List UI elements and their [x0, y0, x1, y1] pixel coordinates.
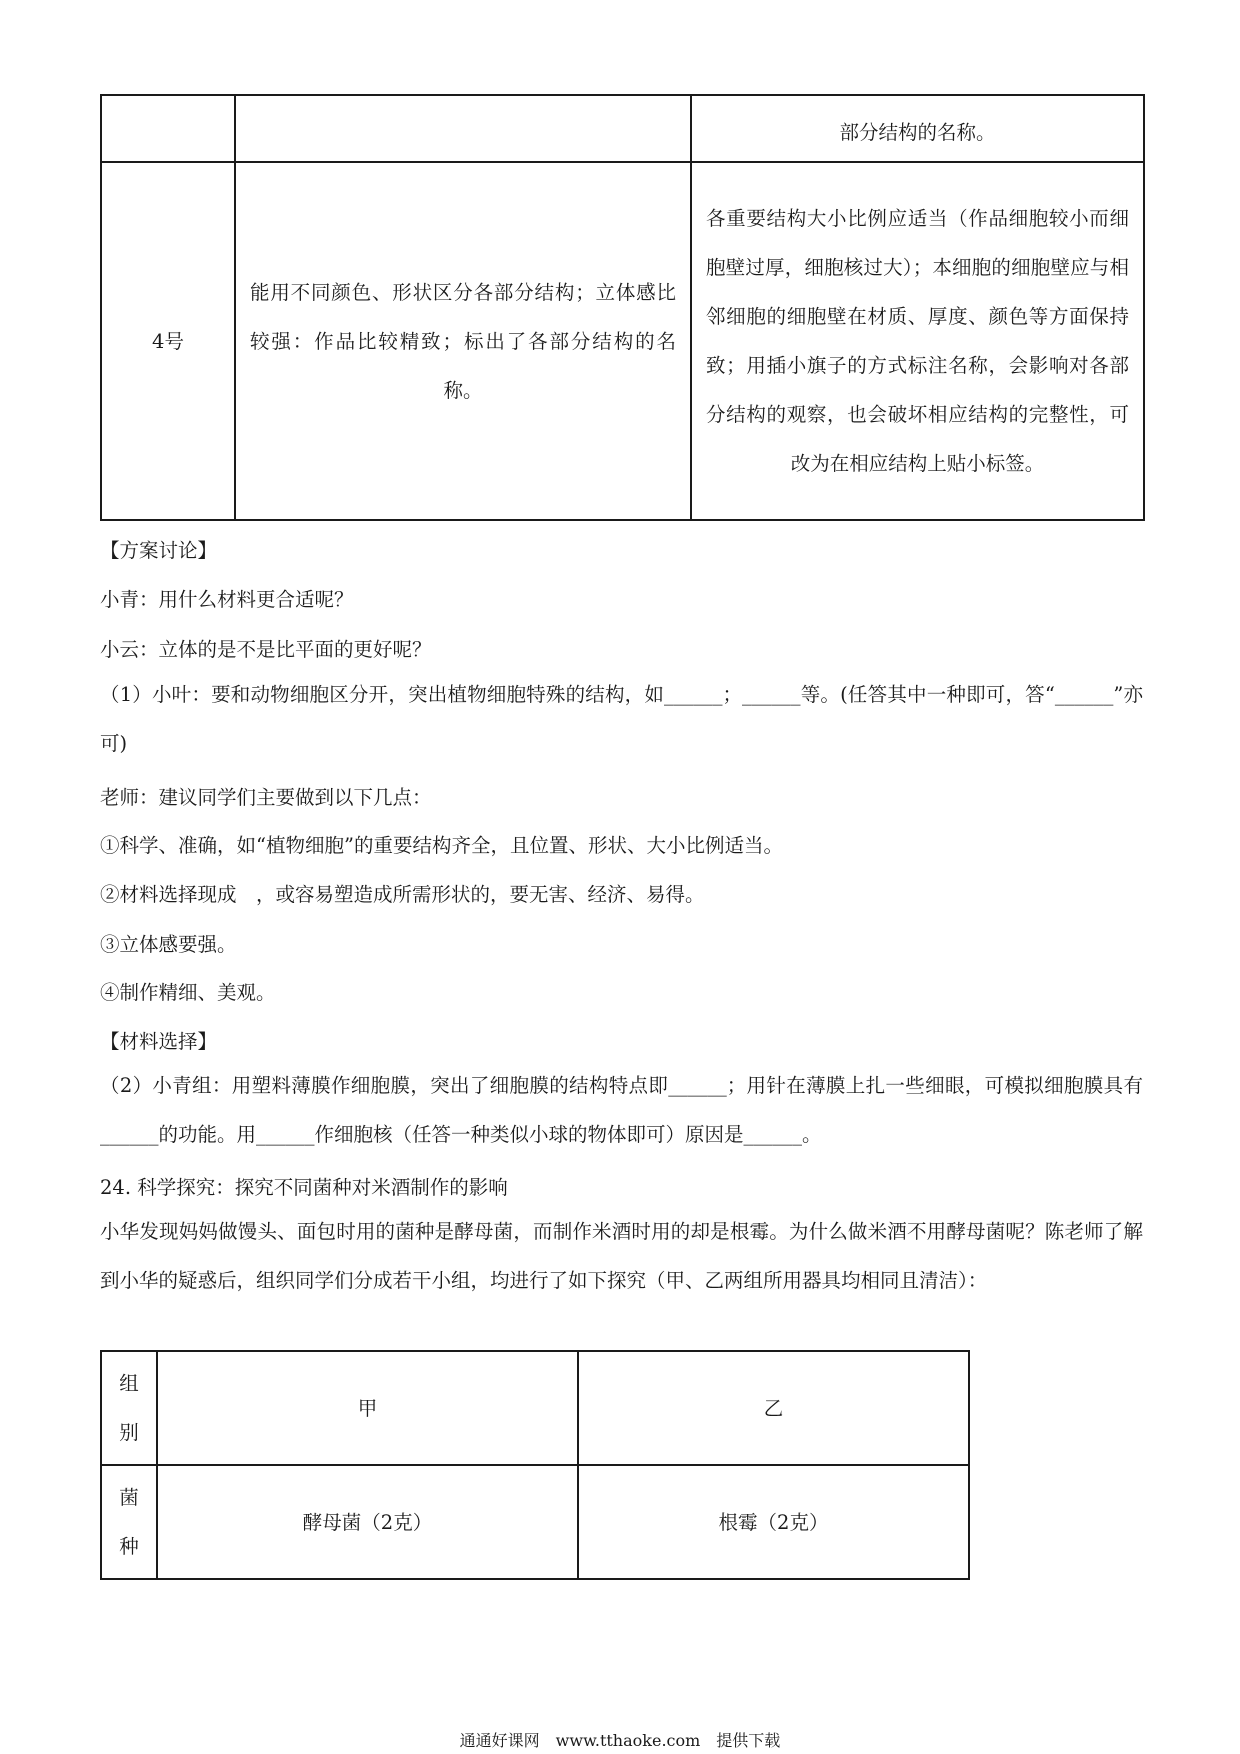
table-row [101, 95, 1144, 162]
teacher-point-1: ①科学、准确，如“植物细胞”的重要结构齐全，且位置、形状、大小比例适当。 [100, 834, 783, 857]
teacher-point-4: ④制作精细、美观。 [100, 981, 276, 1004]
section-heading-material: 【材料选择】 [100, 1030, 218, 1053]
table-row [101, 162, 1144, 520]
work-number-cell: 4号 [101, 162, 235, 520]
table-cell: 菌种 [101, 1465, 157, 1579]
table-row [101, 1465, 969, 1579]
table-cell: 组别 [101, 1351, 157, 1465]
section-heading-discussion: 【方案讨论】 [100, 539, 218, 562]
teacher-point-2: ②材料选择现成 ，或容易塑造成所需形状的，要无害、经济、易得。 [100, 883, 705, 906]
question-1: （1）小叶：要和动物细胞区分开，突出植物细胞特殊的结构，如______；______等。(任答其中一种即可，答“______”亦可) [100, 683, 1143, 755]
strengths-cell: 能用不同颜色、形状区分各部分结构；立体感比较强：作品比较精致；标出了各部分结构的名称。 [235, 162, 691, 520]
question-24-intro: 小华发现妈妈做馒头、面包时用的菌种是酵母菌，而制作米酒时用的却是根霉。为什么做米酒不用酵母菌呢？陈老师了解到小华的疑惑后，组织同学们分成若干小组，均进行了如下探究（甲、乙两组所用器具均相同且清洁）： [100, 1220, 1143, 1292]
evaluation-table [100, 94, 1145, 521]
table-cell: 部分结构的名称。 [691, 95, 1144, 162]
page-footer: 通通好课网 www.tthaoke.com 提供下载 [459, 1731, 781, 1750]
question-2: （2）小青组：用塑料薄膜作细胞膜，突出了细胞膜的结构特点即______；用针在薄膜上扎一些细眼，可模拟细胞膜具有______的功能。用______作细胞核（任答一种类似小球的物体即可）原因是______。 [100, 1074, 1143, 1146]
table-row [101, 1351, 969, 1465]
group-jia-header: 甲 [157, 1351, 578, 1465]
xiaoqing-line: 小青：用什么材料更合适呢？ [100, 588, 354, 611]
teacher-point-3: ③立体感要强。 [100, 933, 237, 956]
experiment-table [100, 1350, 970, 1580]
xiaoyun-line: 小云：立体的是不是比平面的更好呢？ [100, 638, 432, 661]
suggestions-cell: 各重要结构大小比例应适当（作品细胞较小而细胞壁过厚，细胞核过大）；本细胞的细胞壁应与相邻细胞的细胞壁在材质、厚度、颜色等方面保持致；用插小旗子的方式标注名称，会影响对各部分结构的观察，也会破坏相应结构的完整性，可改为在相应结构上贴小标签。 [691, 162, 1144, 520]
table-cell [235, 95, 691, 162]
question-24-title: 24. 科学探究：探究不同菌种对米酒制作的影响 [100, 1176, 508, 1199]
table-cell [101, 95, 235, 162]
table-cell: 酵母菌（2克） [157, 1465, 578, 1579]
table-cell: 根霉（2克） [578, 1465, 969, 1579]
teacher-line: 老师：建议同学们主要做到以下几点： [100, 786, 432, 809]
group-yi-header: 乙 [578, 1351, 969, 1465]
